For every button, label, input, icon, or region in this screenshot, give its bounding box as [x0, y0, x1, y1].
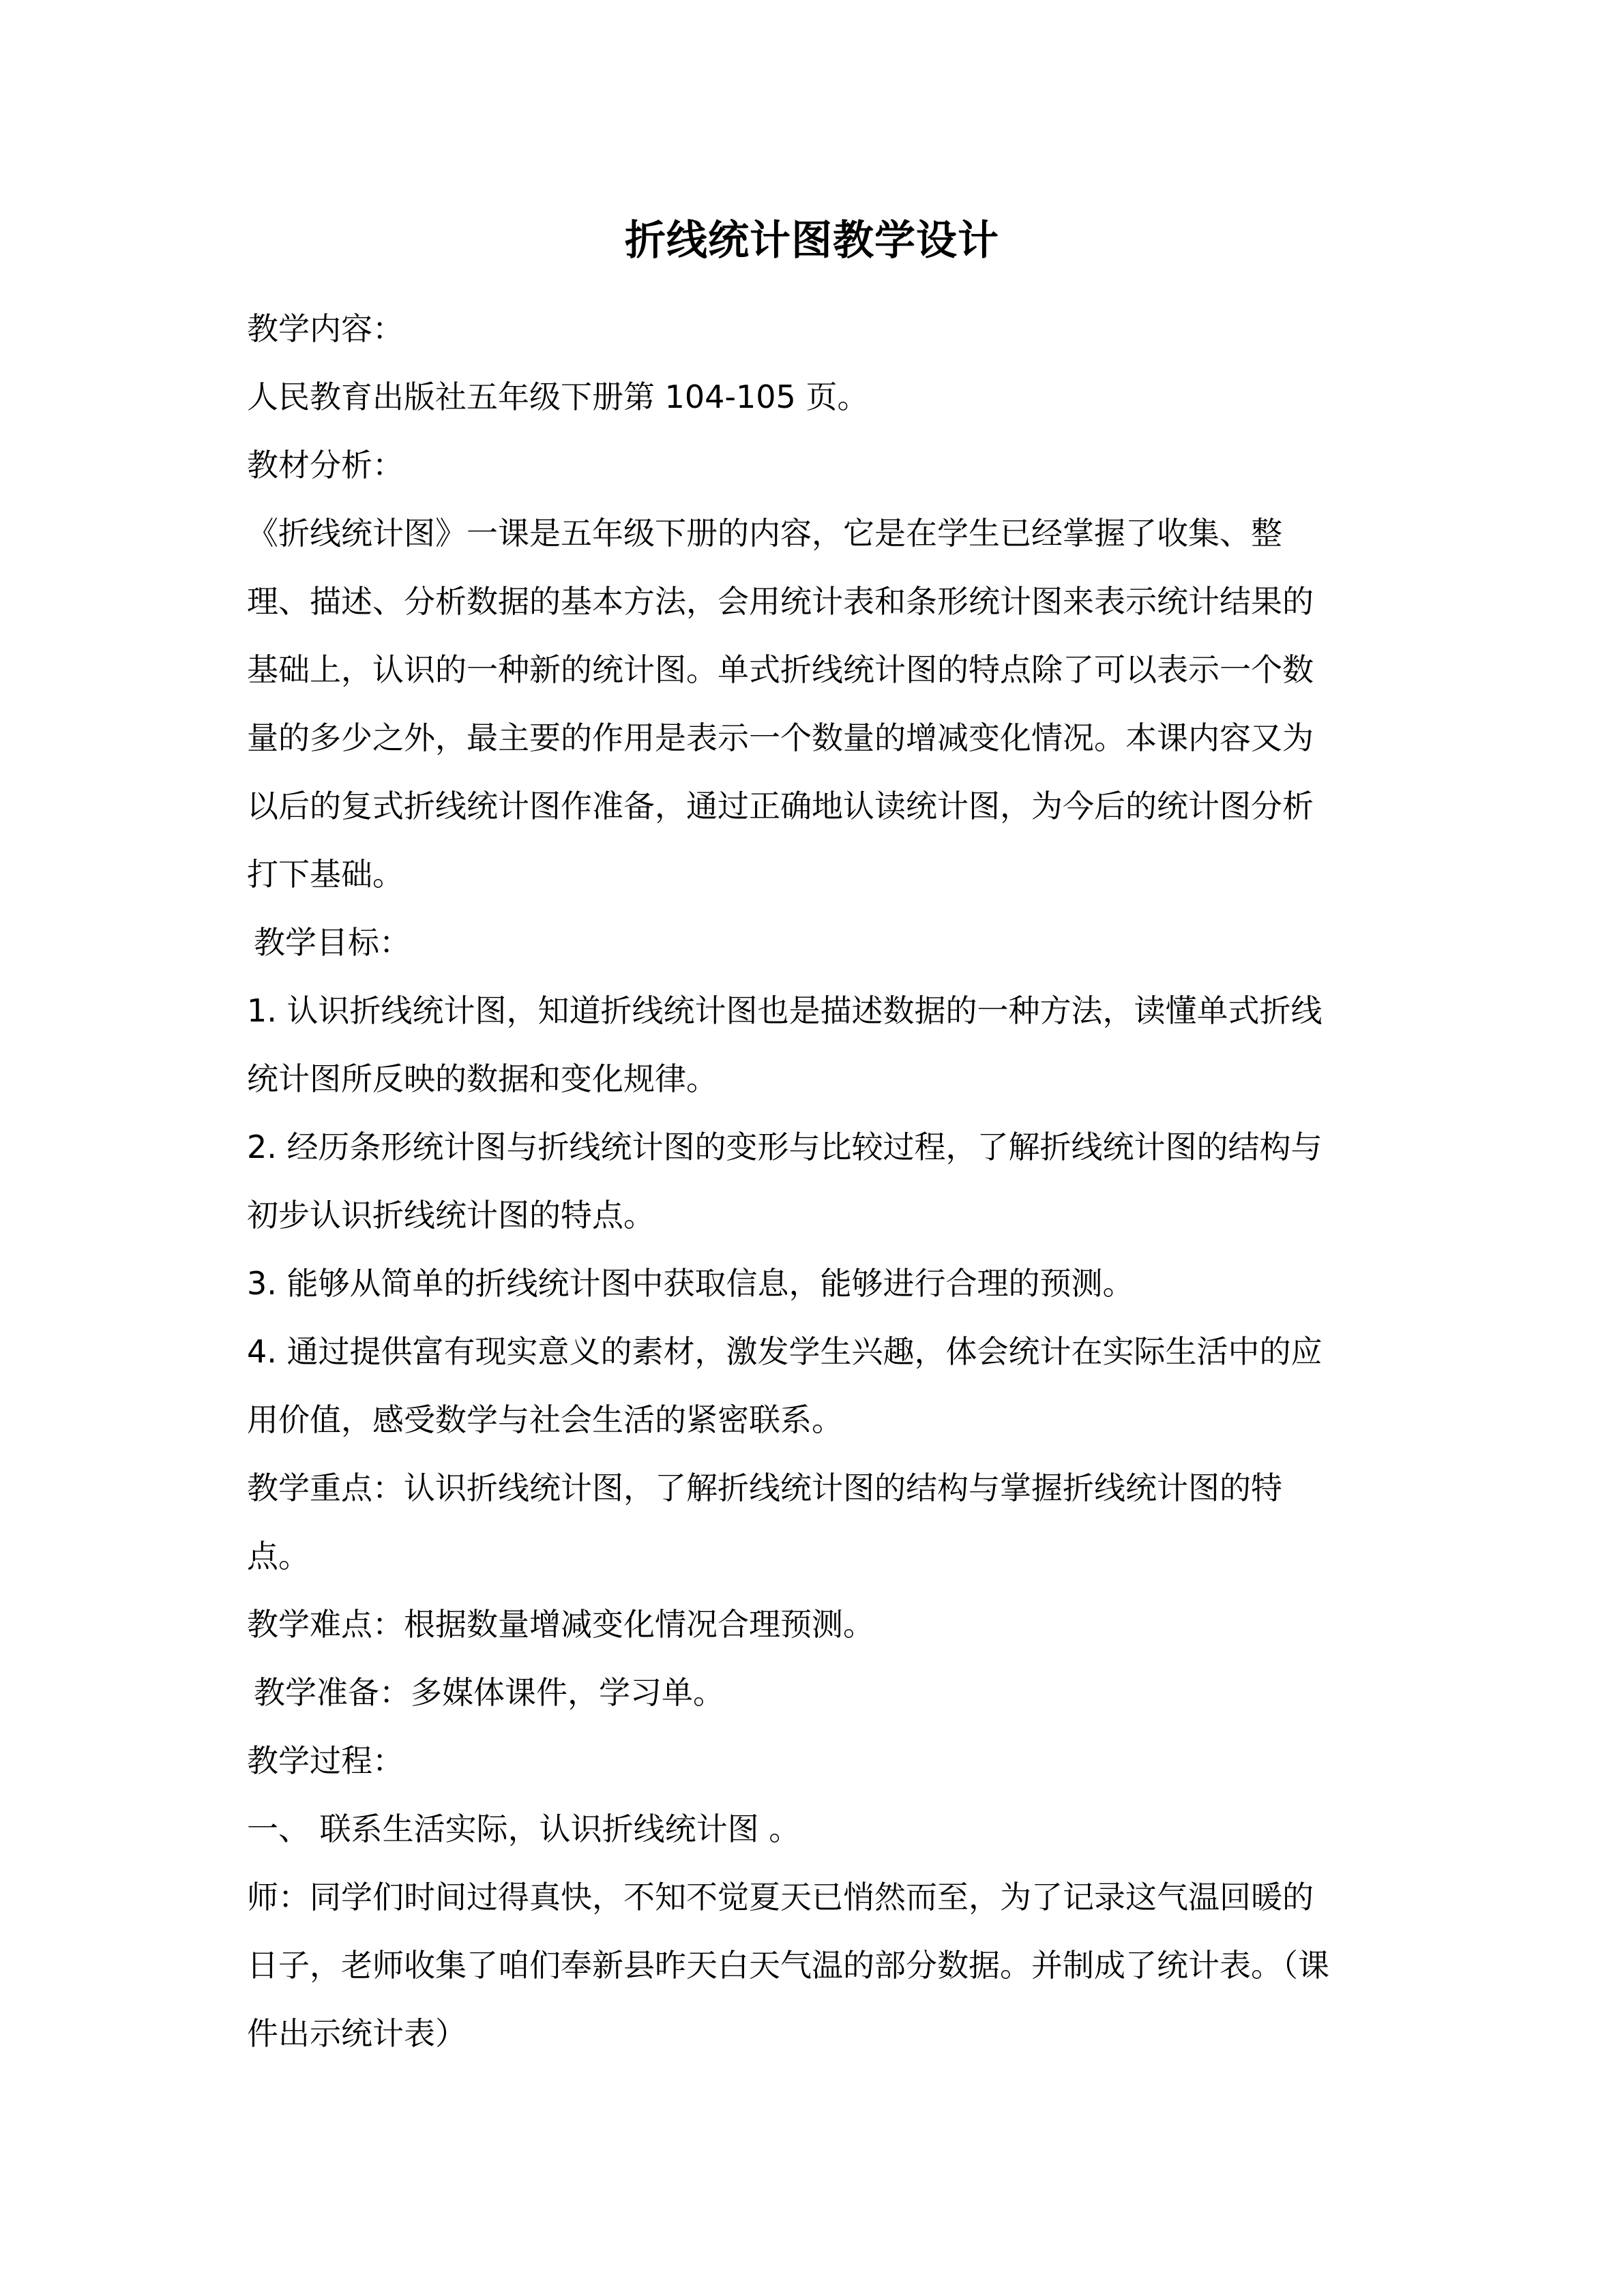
paragraph-line: 件出示统计表） — [247, 2015, 467, 2052]
document-body — [247, 295, 1379, 2068]
list-item: 2. 经历条形统计图与折线统计图的变形与比较过程，了解折线统计图的结构与 — [247, 1129, 1323, 1165]
paragraph-line: 基础上，认识的一种新的统计图。单式折线统计图的特点除了可以表示一个数 — [247, 651, 1314, 688]
heading-goals: 教学目标： — [254, 924, 411, 961]
heading-preparation: 教学准备：多媒体课件，学习单。 — [254, 1674, 724, 1711]
section-heading: 一、 联系生活实际，认识折线统计图 。 — [247, 1810, 801, 1847]
paragraph-line: 人民教育出版社五年级下册第 104-105 页。 — [247, 378, 869, 415]
list-item: 4. 通过提供富有现实意义的素材，激发学生兴趣，体会统计在实际生活中的应 — [247, 1333, 1323, 1370]
paragraph-line: 打下基础。 — [247, 856, 404, 893]
heading-process: 教学过程： — [247, 1742, 404, 1779]
heading-content: 教学内容： — [247, 310, 404, 347]
list-item-continuation: 统计图所反映的数据和变化规律。 — [247, 1060, 718, 1097]
list-item-continuation: 初步认识折线统计图的特点。 — [247, 1197, 655, 1234]
heading-difficulties: 教学难点：根据数量增减变化情况合理预测。 — [247, 1606, 874, 1643]
paragraph-line: 以后的复式折线统计图作准备，通过正确地认读统计图，为今后的统计图分析 — [247, 788, 1314, 824]
paragraph-line: 点。 — [247, 1538, 310, 1575]
list-item: 1. 认识折线统计图，知道折线统计图也是描述数据的一种方法，读懂单式折线 — [247, 992, 1323, 1029]
paragraph-line: 师：同学们时间过得真快，不知不觉夏天已悄然而至，为了记录这气温回暖的 — [247, 1879, 1314, 1915]
paragraph-line: 理、描述、分析数据的基本方法，会用统计表和条形统计图来表示统计结果的 — [247, 583, 1314, 620]
list-item-continuation: 用价值，感受数学与社会生活的紧密联系。 — [247, 1401, 843, 1438]
paragraph-line: 《折线统计图》一课是五年级下册的内容，它是在学生已经掌握了收集、整 — [247, 515, 1282, 552]
heading-analysis: 教材分析： — [247, 447, 404, 483]
document-title: 折线统计图教学设计 — [625, 217, 999, 265]
paragraph-line: 日子，老师收集了咱们奉新县昨天白天气温的部分数据。并制成了统计表。（课 — [247, 1947, 1329, 1984]
heading-key-points: 教学重点：认识折线统计图，了解折线统计图的结构与掌握折线统计图的特 — [247, 1470, 1282, 1506]
list-item: 3. 能够从简单的折线统计图中获取信息，能够进行合理的预测。 — [247, 1265, 1134, 1302]
paragraph-line: 量的多少之外，最主要的作用是表示一个数量的增减变化情况。本课内容又为 — [247, 719, 1314, 756]
